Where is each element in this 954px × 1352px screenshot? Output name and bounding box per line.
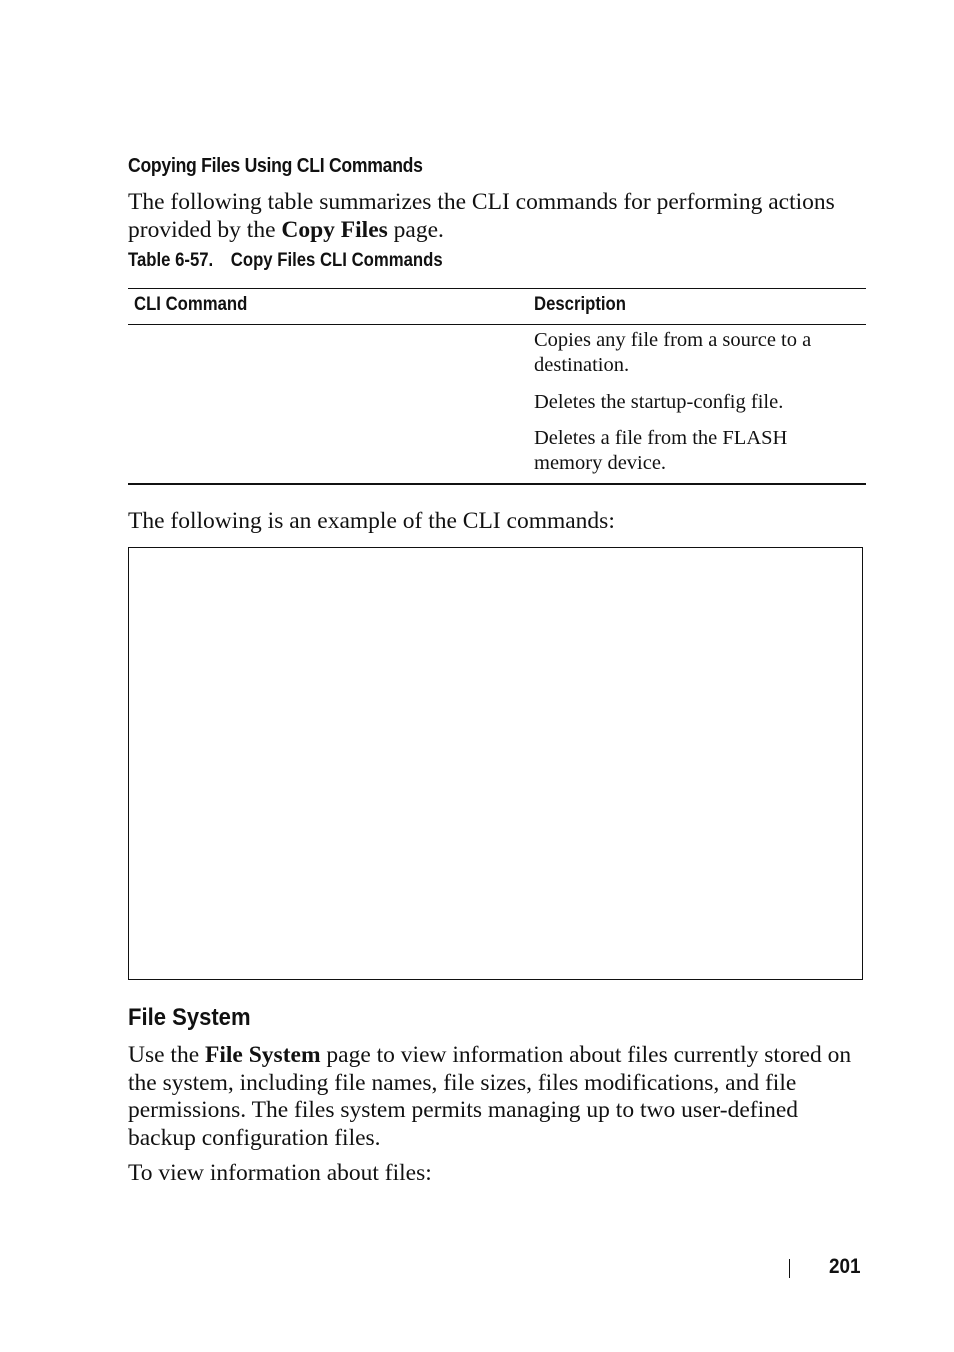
footer-divider	[789, 1259, 790, 1278]
table-header-command: CLI Command	[134, 294, 248, 315]
intro-text: The following table summarizes the CLI commands for performing actions provided by the	[128, 189, 835, 243]
file-system-paragraph	[128, 1042, 858, 1152]
file-system-text: Use the	[128, 1042, 206, 1068]
table-row-3-description: Deletes a file from the FLASH memory device.	[534, 427, 788, 474]
intro-bold-text: Copy Files	[281, 216, 388, 243]
table-caption-number: Table 6-57.	[128, 250, 214, 271]
table-bottom-rule	[128, 483, 866, 485]
table-header-description: Description	[534, 294, 626, 315]
cli-commands-table	[128, 288, 866, 485]
example-intro: The following is an example of the CLI commands:	[128, 508, 615, 534]
file-system-text-end: page to view information about files currently stored on the system, including file names, file sizes, files modifications, and file permissions. The files system permits managing up to two user-defined backup configuration files.	[128, 1042, 852, 1151]
file-system-heading: File System	[128, 1004, 251, 1031]
intro-paragraph	[128, 189, 858, 244]
section-heading: Copying Files Using CLI Commands	[128, 155, 423, 177]
table-row-1-description: Copies any file from a source to a destination.	[534, 329, 812, 376]
table-caption-title: Copy Files CLI Commands	[230, 250, 443, 271]
table-caption	[128, 250, 443, 272]
steps-intro: To view information about files:	[128, 1160, 432, 1186]
cli-example-box	[128, 547, 863, 980]
table-body	[128, 325, 866, 483]
intro-text-end: page.	[387, 216, 444, 243]
page-number: 201	[829, 1255, 861, 1278]
table-row-2-description: Deletes the startup-config file.	[534, 391, 784, 413]
file-system-bold-text: File System	[205, 1042, 321, 1068]
table-header-row	[128, 289, 866, 324]
